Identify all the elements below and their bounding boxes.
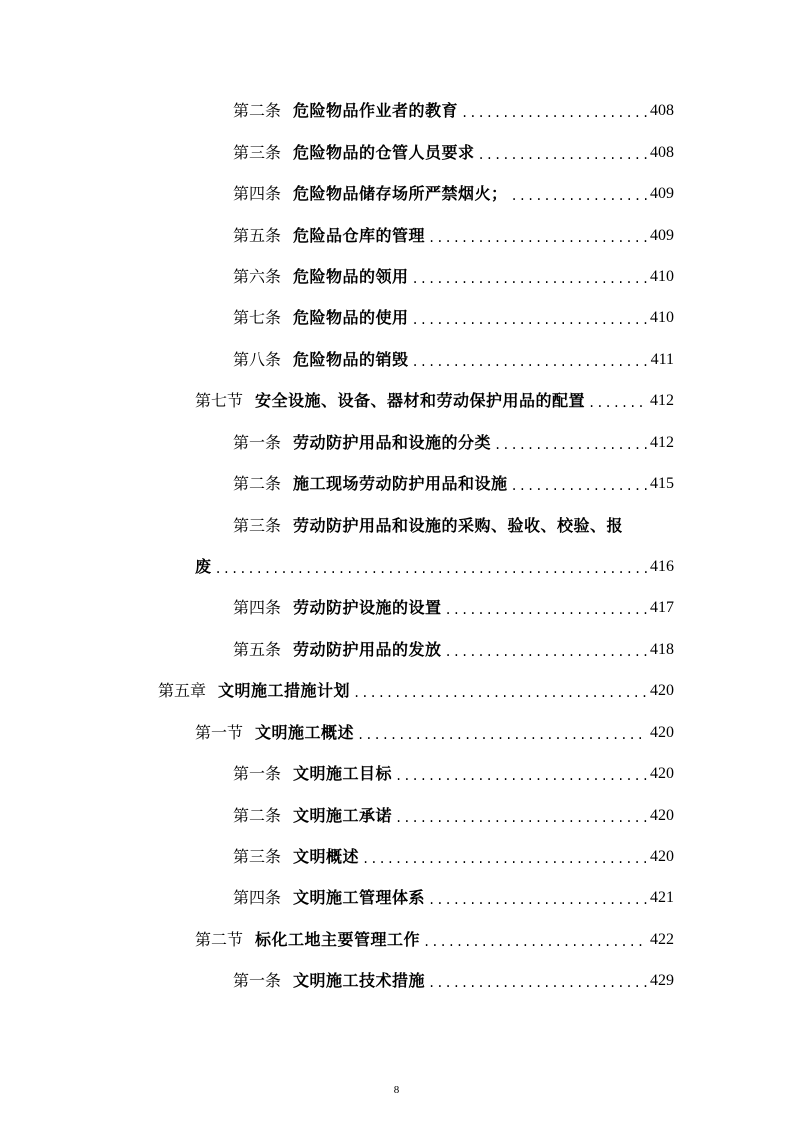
toc-leader-dots bbox=[461, 104, 647, 122]
toc-entry-title: 危险物品储存场所严禁烟火； bbox=[293, 184, 508, 203]
toc-entry-title: 文明施工目标 bbox=[293, 764, 393, 783]
toc-entry-title: 文明施工技术措施 bbox=[293, 971, 426, 990]
toc-entry-number: 第一条 bbox=[233, 971, 282, 990]
toc-entry-title: 危险物品作业者的教育 bbox=[293, 101, 459, 120]
toc-entry-title: 危险物品的仓管人员要求 bbox=[293, 143, 475, 162]
toc-leader-dots bbox=[478, 146, 647, 164]
toc-entry-number: 第二条 bbox=[233, 806, 282, 825]
toc-leader-dots bbox=[445, 643, 647, 661]
toc-entry-number: 第三条 bbox=[233, 143, 282, 162]
toc-entry-page: 420 bbox=[650, 765, 674, 782]
toc-leader-dots bbox=[494, 436, 647, 454]
toc-entry-page: 412 bbox=[650, 392, 674, 409]
toc-entry-section[interactable] bbox=[195, 925, 674, 951]
toc-entry-page: 421 bbox=[650, 889, 674, 906]
toc-entry-number: 第五条 bbox=[233, 226, 282, 245]
toc-entry-page: 420 bbox=[650, 724, 674, 741]
toc-entry-title: 文明施工措施计划 bbox=[218, 681, 351, 700]
toc-entry[interactable] bbox=[233, 428, 674, 454]
toc-entry-page: 411 bbox=[650, 351, 674, 368]
toc-entry[interactable] bbox=[233, 303, 674, 329]
toc-entry-title-continuation: 废 bbox=[195, 557, 212, 576]
toc-entry-chapter[interactable] bbox=[158, 676, 674, 702]
toc-entry-page: 409 bbox=[650, 227, 674, 244]
toc-entry-number: 第一条 bbox=[233, 764, 282, 783]
toc-entry-page: 412 bbox=[650, 434, 674, 451]
toc-entry-title: 劳动防护用品的发放 bbox=[293, 640, 442, 659]
toc-entry-page: 420 bbox=[650, 682, 674, 699]
toc-entry[interactable] bbox=[233, 842, 674, 868]
toc-entry[interactable] bbox=[233, 883, 674, 909]
toc-entry-number: 第五章 bbox=[158, 681, 207, 700]
toc-leader-dots bbox=[511, 477, 647, 495]
toc-entry-title: 劳动防护设施的设置 bbox=[293, 598, 442, 617]
toc-entry-number: 第三条 bbox=[233, 516, 282, 535]
toc-entry[interactable] bbox=[233, 966, 674, 992]
toc-leader-dots bbox=[423, 933, 647, 951]
toc-entry[interactable] bbox=[233, 96, 674, 122]
toc-entry[interactable] bbox=[233, 759, 674, 785]
toc-leader-dots bbox=[362, 850, 647, 868]
toc-entry-title: 危险物品的使用 bbox=[293, 308, 409, 327]
toc-entry-page: 410 bbox=[650, 309, 674, 326]
toc-entry-section[interactable] bbox=[195, 718, 674, 744]
toc-leader-dots bbox=[412, 311, 647, 329]
toc-entry[interactable] bbox=[233, 593, 674, 619]
toc-entry-section[interactable] bbox=[195, 386, 674, 412]
toc-entry-number: 第二节 bbox=[195, 930, 244, 949]
toc-entry-number: 第三条 bbox=[233, 847, 282, 866]
toc-entry-number: 第二条 bbox=[233, 101, 282, 120]
toc-entry-page: 417 bbox=[650, 599, 674, 616]
toc-entry-title: 劳动防护用品和设施的采购、验收、校验、报 bbox=[293, 516, 624, 535]
toc-entry-title: 安全设施、设备、器材和劳动保护用品的配置 bbox=[255, 391, 586, 410]
toc-entry-title: 劳动防护用品和设施的分类 bbox=[293, 433, 492, 452]
toc-entry-wrapped[interactable] bbox=[233, 511, 674, 537]
toc-entry-page: 415 bbox=[650, 475, 674, 492]
toc-entry-number: 第二条 bbox=[233, 474, 282, 493]
toc-entry-number: 第一节 bbox=[195, 723, 244, 742]
toc-entry-number: 第五条 bbox=[233, 640, 282, 659]
toc-entry-title: 文明施工概述 bbox=[255, 723, 355, 742]
toc-leader-dots bbox=[588, 394, 647, 412]
toc-entry-continuation[interactable] bbox=[195, 552, 674, 578]
toc-entry[interactable] bbox=[233, 138, 674, 164]
toc-entry[interactable] bbox=[233, 469, 674, 495]
toc-entry-number: 第一条 bbox=[233, 433, 282, 452]
toc-entry-title: 危险物品的销毁 bbox=[293, 350, 409, 369]
toc-entry-title: 文明概述 bbox=[293, 847, 360, 866]
toc-entry-title: 危险物品的领用 bbox=[293, 267, 409, 286]
toc-leader-dots bbox=[511, 187, 647, 205]
toc-entry-page: 420 bbox=[650, 807, 674, 824]
toc-entry-number: 第四条 bbox=[233, 888, 282, 907]
toc-entry[interactable] bbox=[233, 262, 674, 288]
toc-entry-page: 408 bbox=[650, 102, 674, 119]
toc-entry[interactable] bbox=[233, 635, 674, 661]
toc-entry-page: 418 bbox=[650, 641, 674, 658]
toc-entry[interactable] bbox=[233, 345, 674, 371]
page-number: 8 bbox=[393, 1084, 400, 1096]
toc-entry-number: 第六条 bbox=[233, 267, 282, 286]
toc-entry-page: 408 bbox=[650, 144, 674, 161]
toc-entry-title: 文明施工管理体系 bbox=[293, 888, 426, 907]
toc-entry-page: 410 bbox=[650, 268, 674, 285]
toc-leader-dots bbox=[412, 270, 647, 288]
toc-entry-title: 危险品仓库的管理 bbox=[293, 226, 426, 245]
toc-entry-page: 422 bbox=[650, 931, 674, 948]
toc-entry-title: 施工现场劳动防护用品和设施 bbox=[293, 474, 508, 493]
toc-leader-dots bbox=[215, 560, 647, 578]
toc-leader-dots bbox=[445, 601, 647, 619]
toc-entry-page: 416 bbox=[650, 558, 674, 575]
toc-entry-number: 第七节 bbox=[195, 391, 244, 410]
toc-entry-number: 第八条 bbox=[233, 350, 282, 369]
toc-leader-dots bbox=[412, 353, 648, 371]
toc-entry-title: 文明施工承诺 bbox=[293, 806, 393, 825]
toc-entry[interactable] bbox=[233, 179, 674, 205]
toc-entry-number: 第四条 bbox=[233, 598, 282, 617]
toc-leader-dots bbox=[428, 974, 647, 992]
toc-leader-dots bbox=[353, 684, 647, 702]
toc-entry-number: 第七条 bbox=[233, 308, 282, 327]
toc-leader-dots bbox=[428, 229, 647, 247]
toc-entry-number: 第四条 bbox=[233, 184, 282, 203]
toc-entry-title: 标化工地主要管理工作 bbox=[255, 930, 421, 949]
toc-leader-dots bbox=[428, 891, 647, 909]
toc-leader-dots bbox=[357, 726, 647, 744]
toc-entry-page: 409 bbox=[650, 185, 674, 202]
toc-entry-page: 429 bbox=[650, 972, 674, 989]
toc-leader-dots bbox=[395, 809, 647, 827]
toc-leader-dots bbox=[395, 767, 647, 785]
toc-entry-page: 420 bbox=[650, 848, 674, 865]
toc-entry[interactable] bbox=[233, 801, 674, 827]
toc-entry[interactable] bbox=[233, 221, 674, 247]
